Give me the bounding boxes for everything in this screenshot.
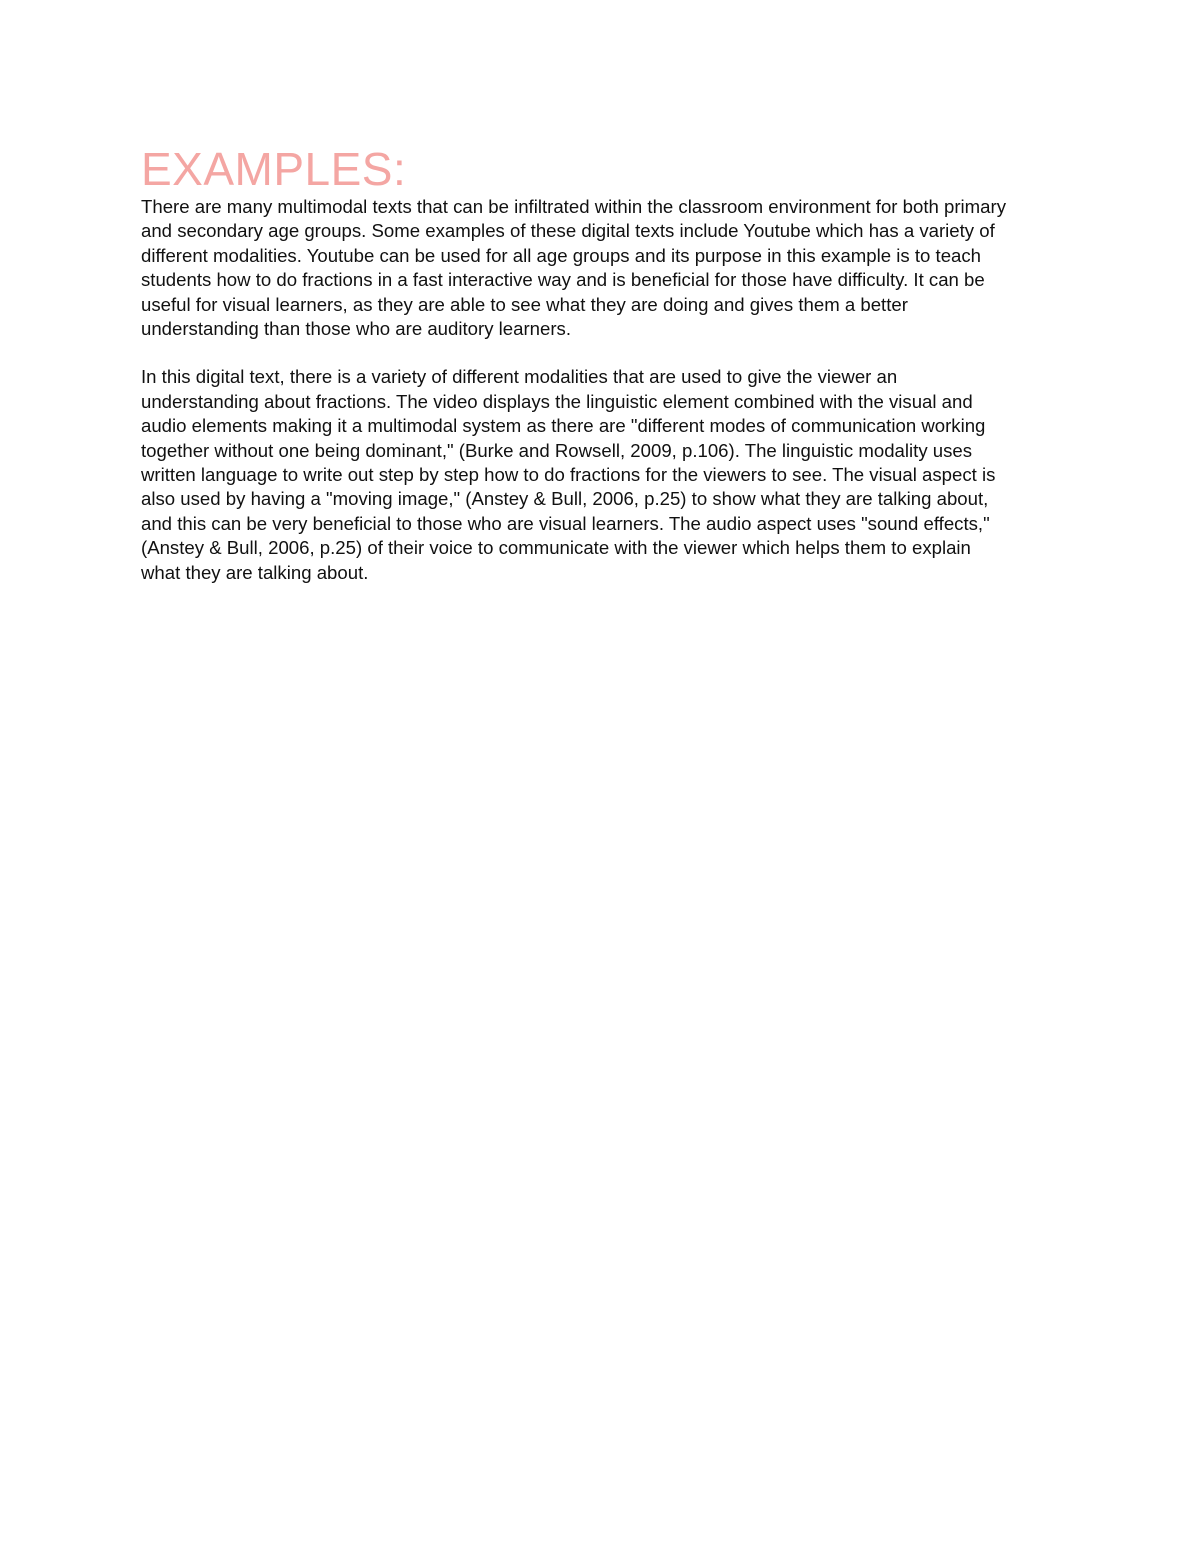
paragraph-2-line: In this digital text, there is a variety of different modalities that are used to give the viewer an xyxy=(141,366,898,388)
paragraph-1-line: and secondary age groups. Some examples of these digital texts include Youtube which has a variety of xyxy=(141,220,995,242)
document-content xyxy=(141,143,1061,585)
paragraph-2 xyxy=(141,365,1061,585)
paragraph-1-line: useful for visual learners, as they are able to see what they are doing and gives them a better xyxy=(141,293,908,315)
paragraph-1-line: different modalities. Youtube can be used for all age groups and its purpose in this example is to teach xyxy=(141,244,982,266)
paragraph-2-line: audio elements making it a multimodal system as there are "different modes of communication working xyxy=(141,415,986,437)
paragraph-2-line: written language to write out step by step how to do fractions for the viewers to see. The visual aspect is xyxy=(141,464,996,486)
paragraph-2-line: what they are talking about. xyxy=(141,561,369,583)
paragraph-1-line: There are many multimodal texts that can be infiltrated within the classroom environment for both primary xyxy=(141,196,1006,217)
paragraph-2-line: and this can be very beneficial to those who are visual learners. The audio aspect uses "sound effects," xyxy=(141,512,990,534)
paragraph-2-line: understanding about fractions. The video displays the linguistic element combined with the visual and xyxy=(141,390,973,412)
paragraph-2-line: together without one being dominant," (Burke and Rowsell, 2009, p.106). The linguistic modality uses xyxy=(141,439,973,461)
paragraph-spacer xyxy=(141,341,1061,365)
paragraph-2-line: (Anstey & Bull, 2006, p.25) of their voice to communicate with the viewer which helps them to explain xyxy=(141,537,971,559)
paragraph-2-line: also used by having a "moving image," (Anstey & Bull, 2006, p.25) to show what they are talking about, xyxy=(141,488,989,510)
paragraph-1-line: understanding than those who are auditory learners. xyxy=(141,318,571,340)
section-heading: EXAMPLES: xyxy=(141,143,407,195)
paragraph-1-line: students how to do fractions in a fast interactive way and is beneficial for those have difficulty. It can be xyxy=(141,269,985,291)
paragraph-1 xyxy=(141,195,1061,341)
